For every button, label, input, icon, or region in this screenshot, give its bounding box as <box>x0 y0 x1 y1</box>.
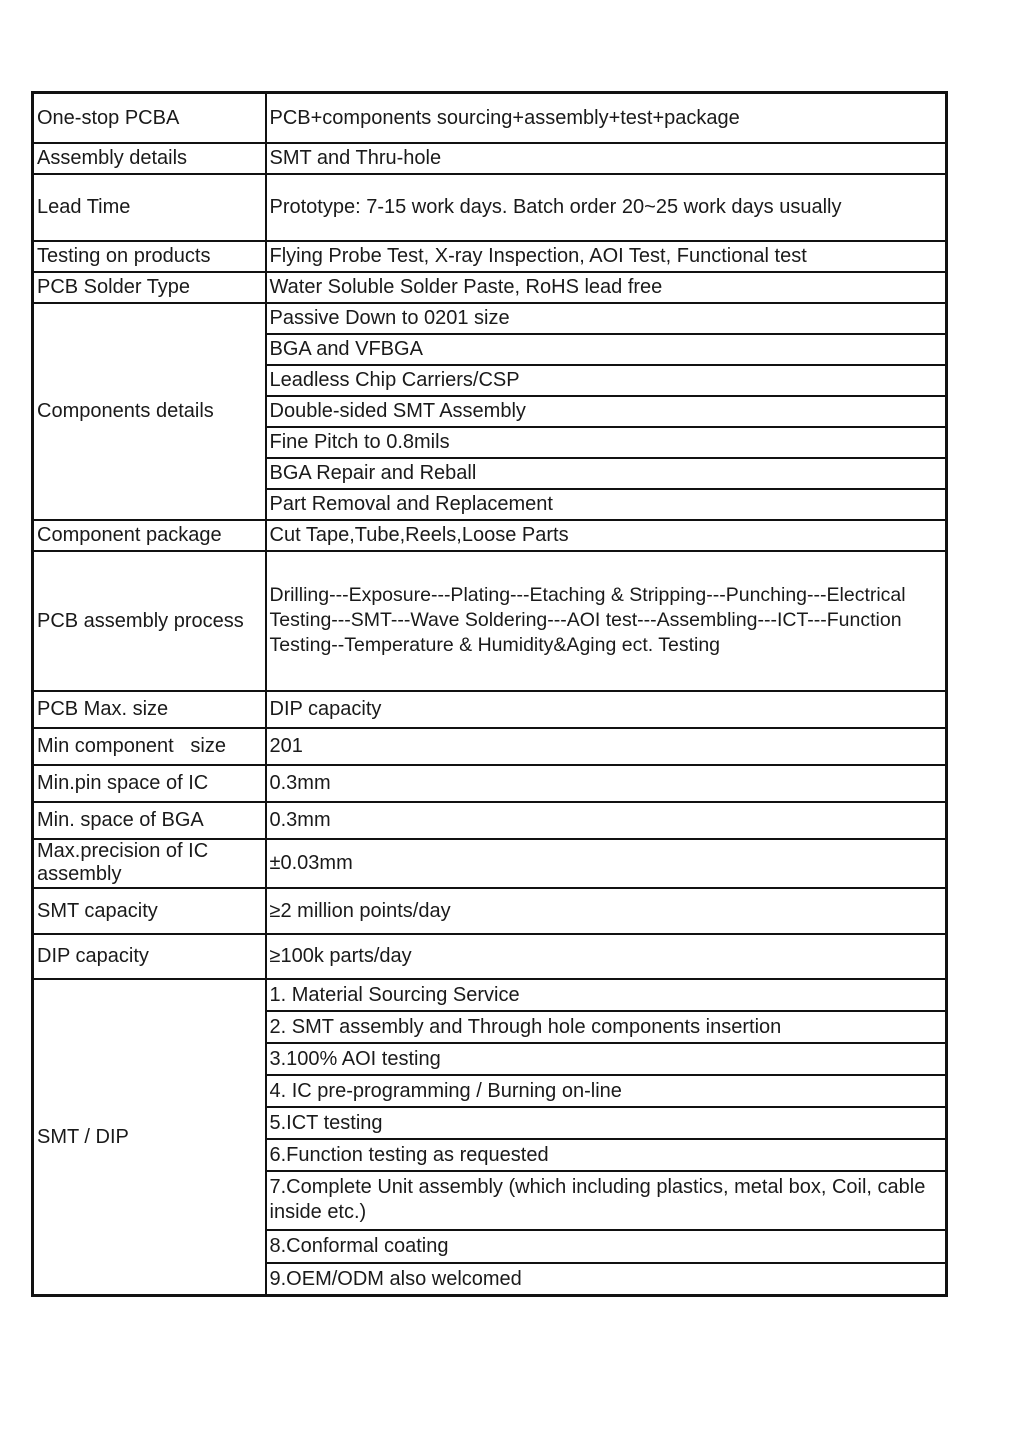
table-row <box>33 839 947 888</box>
row-value: 201 <box>266 728 947 765</box>
row-label: Min.pin space of IC <box>33 765 266 802</box>
components-details-item: Fine Pitch to 0.8mils <box>266 427 947 458</box>
smt-dip-item: 6.Function testing as requested <box>266 1139 947 1171</box>
assembly-process-value: Drilling---Exposure---Plating---Etaching & Stripping---Punching---Electrical Testing---SMT---Wave Soldering---AOI test---Assembling---ICT---Function Testing--Temperature & Humidity&Aging ect. Testing <box>266 551 947 691</box>
table-row <box>33 888 947 934</box>
components-details-item: Leadless Chip Carriers/CSP <box>266 365 947 396</box>
row-value: ≥2 million points/day <box>266 888 947 934</box>
row-value: 0.3mm <box>266 802 947 839</box>
components-details-item: Passive Down to 0201 size <box>266 303 947 334</box>
row-label: SMT capacity <box>33 888 266 934</box>
pcba-spec-table <box>31 91 948 1297</box>
row-value: PCB+components sourcing+assembly+test+package <box>266 93 947 143</box>
table-row <box>33 802 947 839</box>
table-row <box>33 143 947 174</box>
row-value: ±0.03mm <box>266 839 947 888</box>
row-value: Water Soluble Solder Paste, RoHS lead free <box>266 272 947 303</box>
table-row <box>33 765 947 802</box>
table-row <box>33 728 947 765</box>
table-row <box>33 520 947 551</box>
smt-dip-item: 1. Material Sourcing Service <box>266 979 947 1011</box>
row-value: Cut Tape,Tube,Reels,Loose Parts <box>266 520 947 551</box>
row-value: SMT and Thru-hole <box>266 143 947 174</box>
components-details-item: BGA and VFBGA <box>266 334 947 365</box>
table-row <box>33 93 947 143</box>
components-details-item: BGA Repair and Reball <box>266 458 947 489</box>
components-details-item: Double-sided SMT Assembly <box>266 396 947 427</box>
row-label: Assembly details <box>33 143 266 174</box>
row-value: Flying Probe Test, X-ray Inspection, AOI Test, Functional test <box>266 241 947 272</box>
row-label: PCB Max. size <box>33 691 266 728</box>
row-label: Testing on products <box>33 241 266 272</box>
row-label: DIP capacity <box>33 934 266 979</box>
row-value: DIP capacity <box>266 691 947 728</box>
smt-dip-item: 4. IC pre-programming / Burning on-line <box>266 1075 947 1107</box>
components-details-item: Part Removal and Replacement <box>266 489 947 520</box>
smt-dip-item: 9.OEM/ODM also welcomed <box>266 1263 947 1296</box>
row-value: Prototype: 7-15 work days. Batch order 20~25 work days usually <box>266 174 947 241</box>
smt-dip-item: 7.Complete Unit assembly (which including plastics, metal box, Coil, cable inside etc.) <box>266 1171 947 1230</box>
row-label: Min. space of BGA <box>33 802 266 839</box>
table-row <box>33 241 947 272</box>
smt-dip-item: 8.Conformal coating <box>266 1230 947 1263</box>
table-row <box>33 551 947 691</box>
table-row <box>33 979 947 1011</box>
row-value: 0.3mm <box>266 765 947 802</box>
row-label: One-stop PCBA <box>33 93 266 143</box>
row-label: PCB Solder Type <box>33 272 266 303</box>
smt-dip-item: 5.ICT testing <box>266 1107 947 1139</box>
row-label: Min component size <box>33 728 266 765</box>
table-row <box>33 272 947 303</box>
smt-dip-item: 3.100% AOI testing <box>266 1043 947 1075</box>
assembly-process-label: PCB assembly process <box>33 551 266 691</box>
row-value: ≥100k parts/day <box>266 934 947 979</box>
row-label: Lead Time <box>33 174 266 241</box>
table-row <box>33 934 947 979</box>
table-row <box>33 174 947 241</box>
table-row <box>33 691 947 728</box>
table-row <box>33 303 947 334</box>
smt-dip-label: SMT / DIP <box>33 979 266 1296</box>
row-label: Component package <box>33 520 266 551</box>
row-label: Max.precision of IC assembly <box>33 839 266 888</box>
smt-dip-item: 2. SMT assembly and Through hole components insertion <box>266 1011 947 1043</box>
components-details-label: Components details <box>33 303 266 520</box>
